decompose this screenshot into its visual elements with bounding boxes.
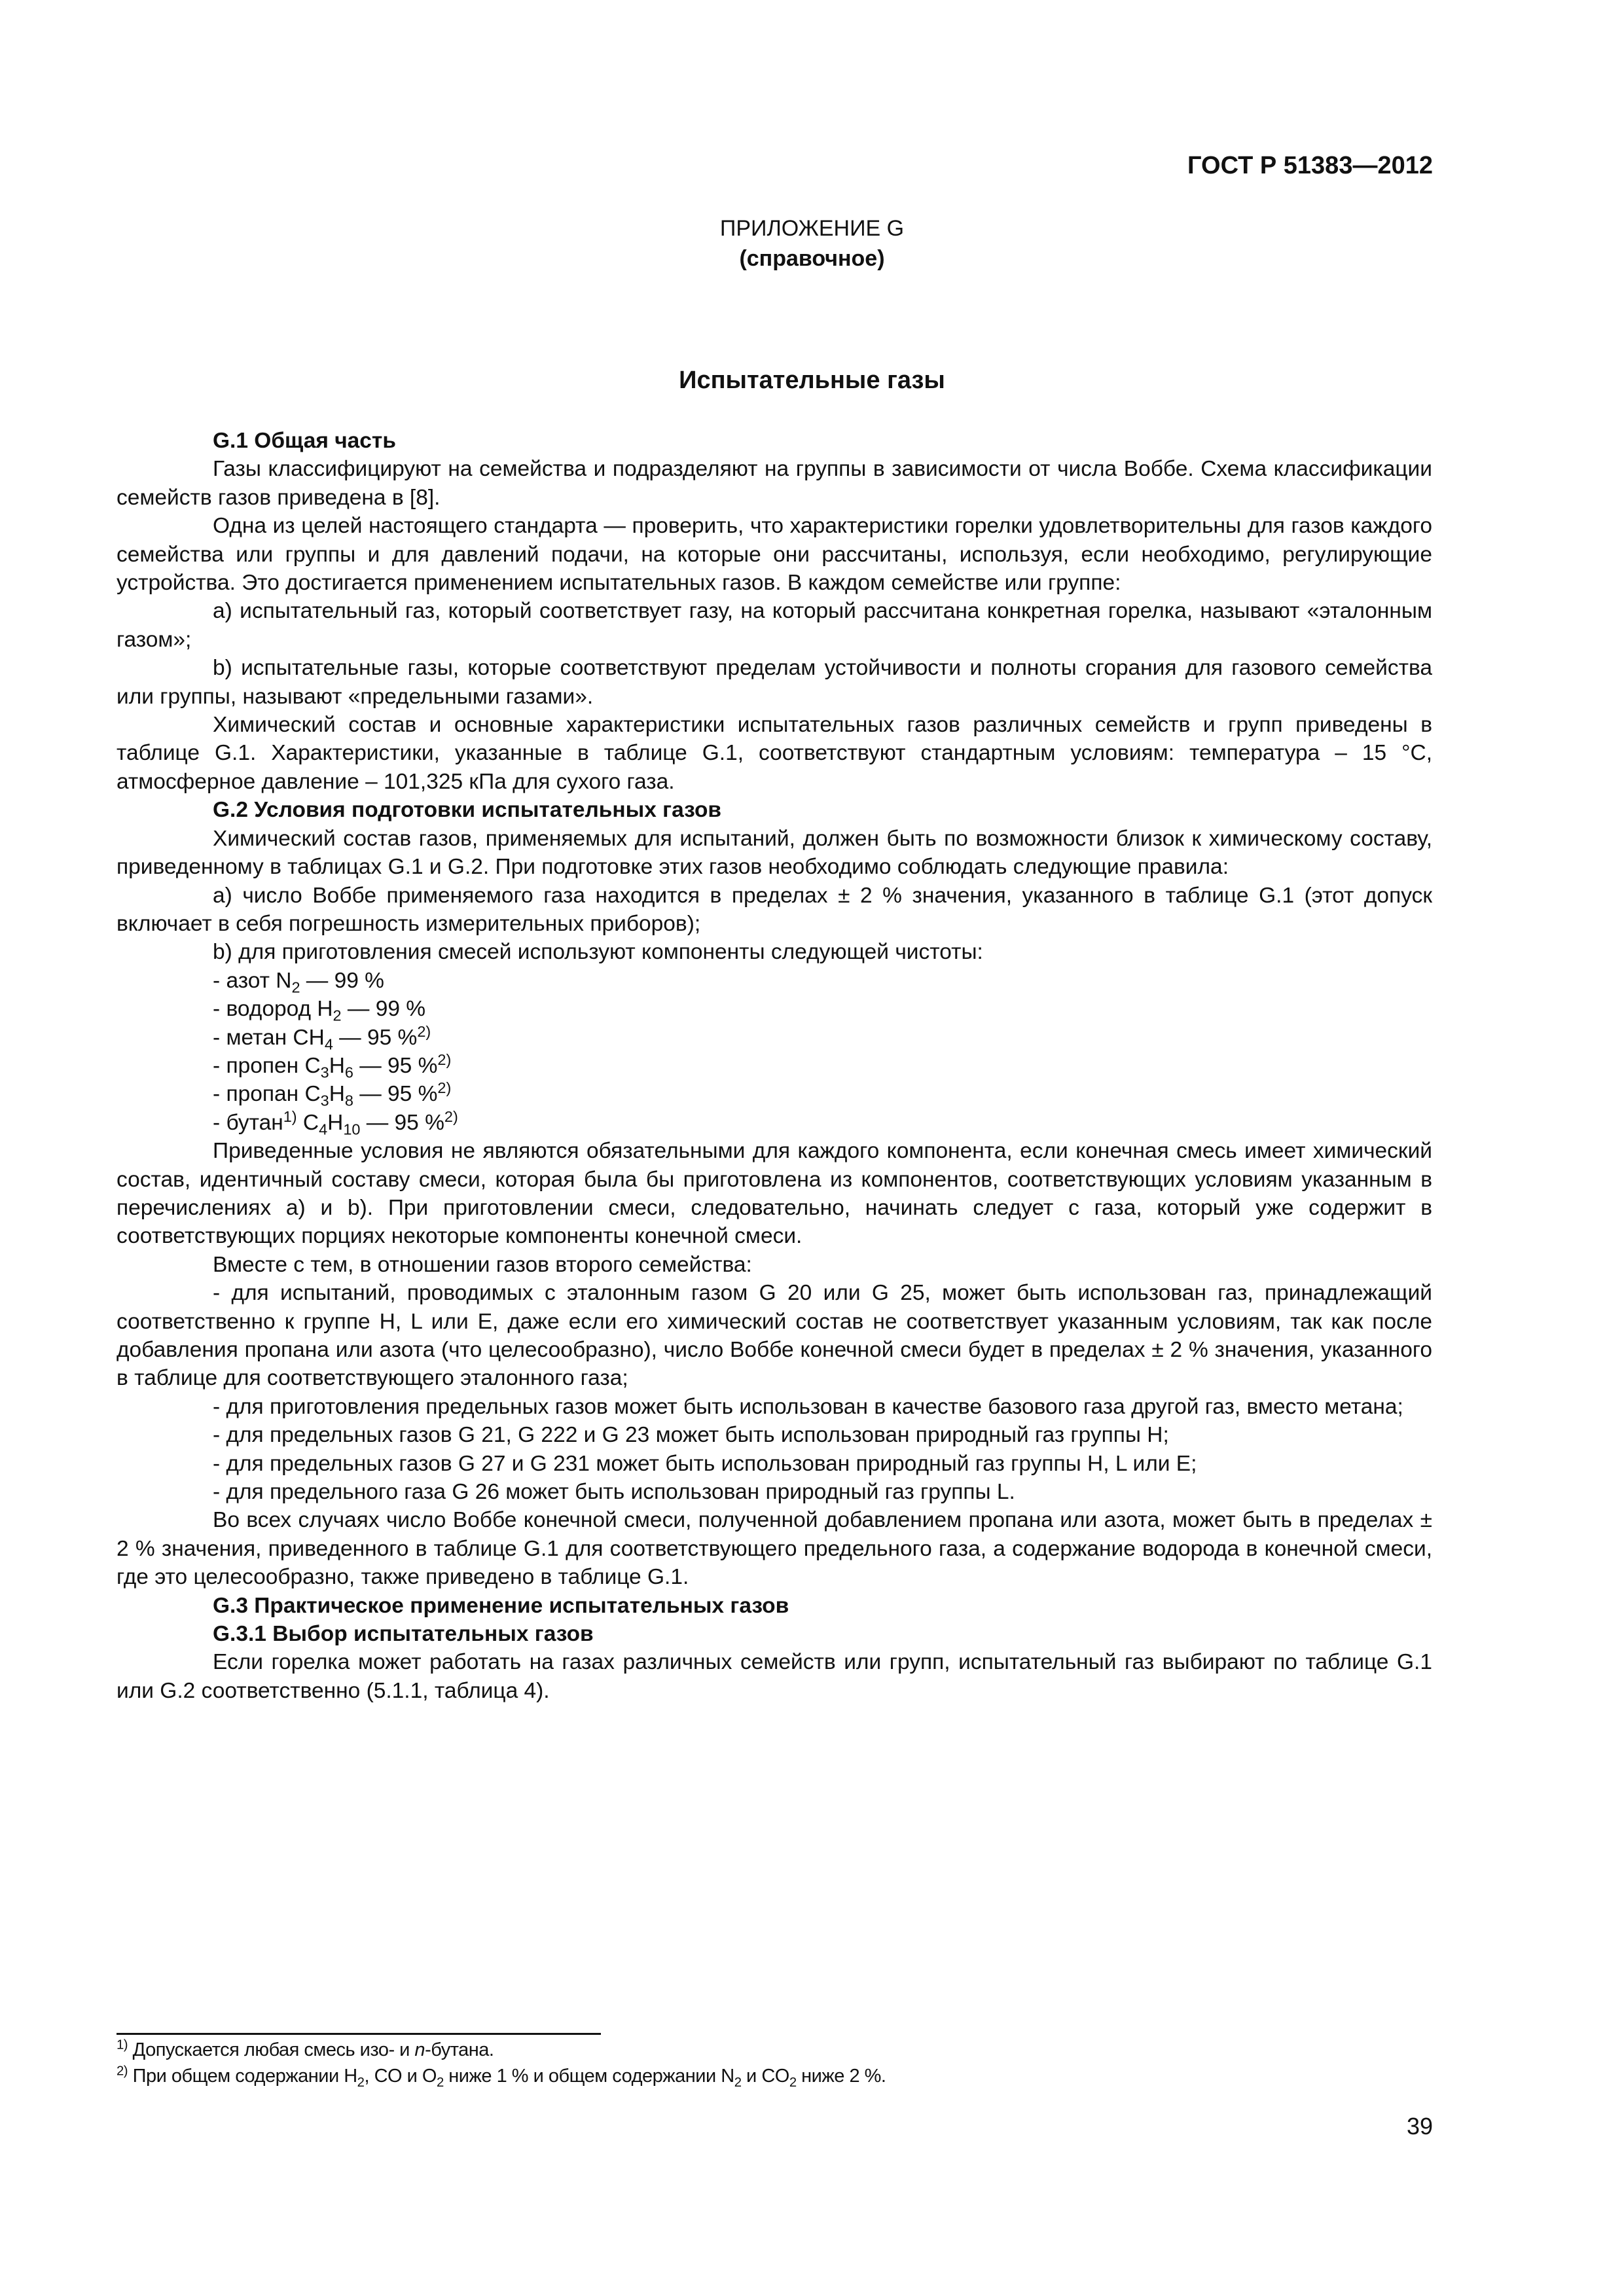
list-item: - для предельного газа G 26 может быть использован природный газ группы L.	[213, 1480, 1015, 1505]
list-item: b) испытательные газы, которые соответствуют пределам устойчивости и полноты сгорания для газового семейства или группы, называют «предельными газами».	[117, 656, 1432, 709]
paragraph: Газы классифицируют на семейства и подразделяют на группы в зависимости от числа Воббе. Схема классификации семейств газов приведена в [8].	[117, 457, 1432, 510]
list-item: - для испытаний, проводимых с эталонным газом G 20 или G 25, может быть использован газ, принадлежащий соответственно к группе H, L или E, даже если его химический состав не соответствует указанным условиям, так как после добавления пропана или азота (что целесообразно), число Воббе конечной смеси будет в пределах ± 2 % значения, указанного в таблице для соответствующего эталонного газа;	[117, 1281, 1432, 1391]
page-number: 39	[1406, 2113, 1433, 2140]
list-item: b) для приготовления смесей используют компоненты следующей чистоты:	[213, 940, 983, 965]
standard-id: ГОСТ Р 51383—2012	[1187, 152, 1433, 179]
footnote-ref: 2)	[437, 1079, 452, 1097]
component-butane: - бутан$^{1)}$ $C_4H_{10}$ — 95 %$^{2)}$	[213, 1107, 458, 1138]
list-item: а) число Воббе применяемого газа находится в пределах ± 2 % значения, указанного в таблице G.1 (этот допуск включает в себя погрешность измерительных приборов);	[117, 883, 1432, 936]
list-item: - для предельных газов G 21, G 222 и G 23 может быть использован природный газ группы H;	[213, 1423, 1169, 1448]
footnotes	[117, 2037, 1426, 2089]
paragraph: Вместе с тем, в отношении газов второго семейства:	[213, 1252, 752, 1277]
annex-status: (справочное)	[739, 246, 885, 271]
page-title: Испытательные газы	[679, 367, 945, 394]
paragraph: Если горелка может работать на газах различных семейств или групп, испытательный газ выбирают по таблице G.1 или G.2 соответственно (5.1.1, таблица 4).	[117, 1650, 1432, 1703]
component-hydrogen: - водород $H_2$ — 99 %	[213, 997, 426, 1024]
subsection-heading-g31: G.3.1 Выбор испытательных газов	[213, 1622, 594, 1647]
footnote-ref: 2)	[437, 1050, 452, 1068]
section-heading-g1: G.1 Общая часть	[213, 429, 396, 453]
paragraph: Химический состав газов, применяемых для испытаний, должен быть по возможности близок к химическому составу, приведенному в таблицах G.1 и G.2. При подготовке этих газов необходимо соблюдать следующие правила:	[117, 826, 1432, 880]
paragraph: Химический состав и основные характеристики испытательных газов различных семейств и групп приведены в таблице G.1. Характеристики, указанные в таблице G.1, соответствуют стандартным условиям: температура – 15 °С, атмосферное давление – 101,325 кПа для сухого газа.	[117, 713, 1432, 794]
component-propane: - пропан $C_3H_8$ — 95 %$^{2)}$	[213, 1079, 452, 1110]
annex-label: ПРИЛОЖЕНИЕ G	[719, 216, 905, 241]
component-nitrogen: - азот $N_2$ — 99 %	[213, 968, 384, 996]
body-text	[117, 427, 1432, 1705]
footnote-ref: 2)	[417, 1022, 431, 1040]
annex-label-block	[0, 213, 1624, 274]
paragraph: Одна из целей настоящего стандарта — проверить, что характеристики горелки удовлетворительны для газов каждого семейства или группы и для давлений подачи, на которые они рассчитаны, используя, если необходимо, регулирующие устройства. Это достигается применением испытательных газов. В каждом семействе или группе:	[117, 514, 1432, 596]
list-item: а) испытательный газ, который соответствует газу, на который рассчитана конкретная горелка, называют «эталонным газом»;	[117, 599, 1432, 652]
paragraph: Приведенные условия не являются обязательными для каждого компонента, если конечная смесь имеет химический состав, идентичный составу смеси, которая была бы приготовлена из компонентов, соответствующих условиям указанным в перечислениях а) и b). При приготовлении смеси, следовательно, начинать следует с газа, который уже содержит в соответствующих порциях некоторые компоненты конечной смеси.	[117, 1139, 1432, 1249]
footnote-2: $^{2)}$ При общем содержании $H_2$, CO и $O_2$ ниже 1 % и общем содержании $N_2$ и $CO_2$ ниже 2 %.	[117, 2064, 886, 2090]
footnote-divider	[117, 2033, 601, 2035]
component-propene: - пропен $C_3H_6$ — 95 %$^{2)}$	[213, 1050, 452, 1081]
section-heading-g3: G.3 Практическое применение испытательных газов	[213, 1593, 789, 1618]
footnote-ref: 2)	[444, 1107, 458, 1125]
list-item: - для приготовления предельных газов может быть использован в качестве базового газа другой газ, вместо метана;	[213, 1394, 1403, 1419]
list-item: - для предельных газов G 27 и G 231 может быть использован природный газ группы H, L или E;	[213, 1451, 1197, 1476]
component-methane: - метан $CH_4$ — 95 %$^{2)}$	[213, 1022, 431, 1053]
footnote-ref: 1)	[283, 1107, 297, 1125]
section-heading-g2: G.2 Условия подготовки испытательных газов	[213, 798, 722, 823]
footnote-1: $^{1)}$ Допускается любая смесь изо- и n-бутана.	[117, 2037, 494, 2060]
paragraph: Во всех случаях число Воббе конечной смеси, полученной добавлением пропана или азота, может быть в пределах ± 2 % значения, приведенного в таблице G.1 для соответствующего предельного газа, а содержание водорода в конечной смеси, где это целесообразно, также приведено в таблице G.1.	[117, 1508, 1432, 1590]
